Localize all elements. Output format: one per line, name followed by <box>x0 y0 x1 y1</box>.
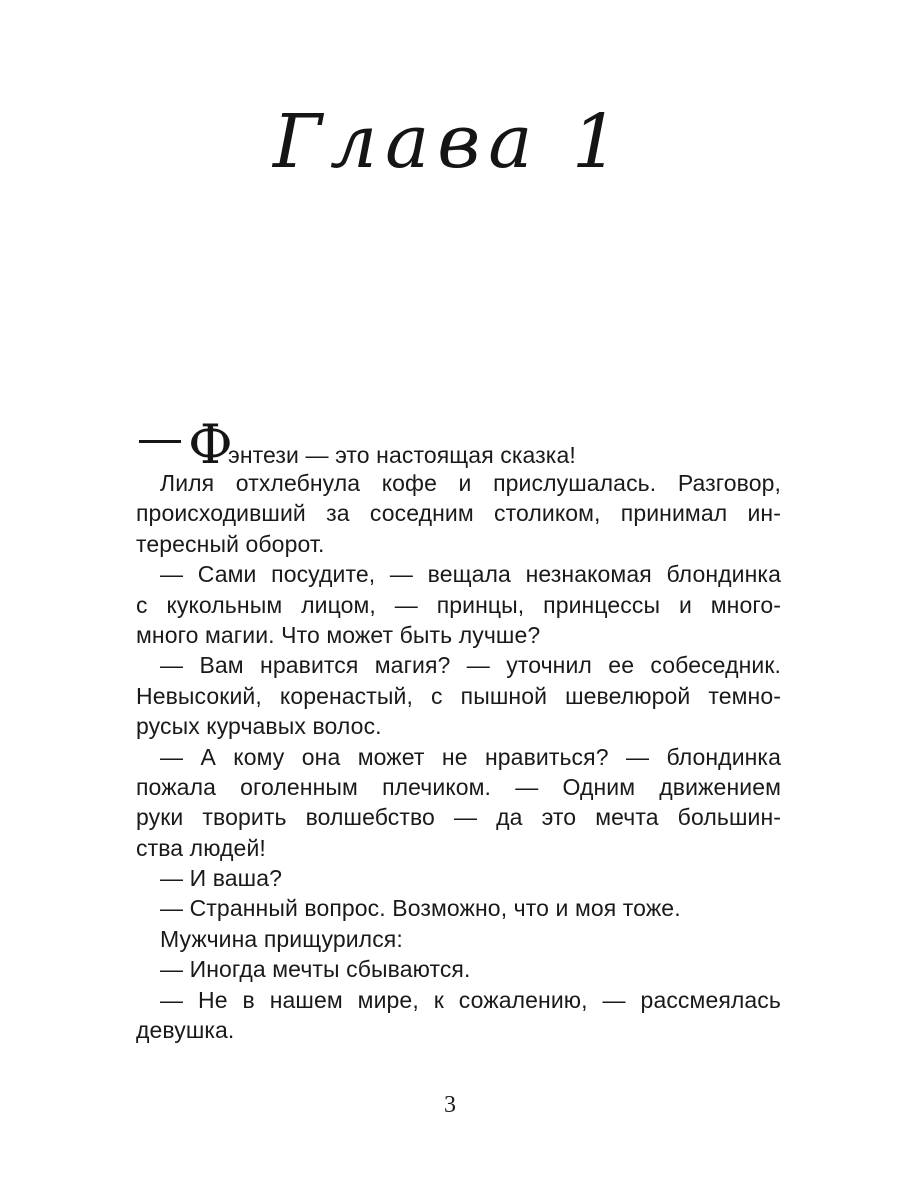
text-line: — Не в нашем мире, к сожалению, — рассмеялась <box>160 986 781 1013</box>
text-line: — А кому она может не нравиться? — блондинка <box>160 743 781 770</box>
text-line: Невысокий, коренастый, с пышной шевелюрой темно- <box>136 682 781 709</box>
text-line: — Иногда мечты сбываются. <box>160 956 471 983</box>
text-line: много магии. Что может быть лучше? <box>136 621 541 648</box>
chapter-text <box>136 413 781 1045</box>
text-line: ства людей! <box>136 834 266 861</box>
chapter-title: Глава 1 <box>272 99 628 185</box>
first-line-text: энтези — это настоящая сказка! <box>228 442 576 468</box>
drop-cap: Ф <box>188 413 233 476</box>
page-number: 3 <box>444 1092 456 1118</box>
text-line: Мужчина прищурился: <box>160 925 403 952</box>
text-line: с кукольным лицом, — принцы, принцессы и много- <box>136 591 781 618</box>
text-line: — Вам нравится магия? — уточнил ее собеседник. <box>160 652 781 679</box>
first-line <box>136 413 781 476</box>
text-line: — Сами посудите, — вещала незнакомая блондинка <box>160 561 781 588</box>
text-line: девушка. <box>136 1017 235 1044</box>
text-line: пожала оголенным плечиком. — Одним движением <box>136 773 781 800</box>
text-line: Лиля отхлебнула кофе и прислушалась. Разговор, <box>160 470 781 496</box>
text-line: — И ваша? <box>160 865 282 892</box>
text-line: — Странный вопрос. Возможно, что и моя тоже. <box>160 895 681 922</box>
text-line: тересный оборот. <box>136 530 325 557</box>
text-line: руки творить волшебство — да это мечта большин- <box>136 804 781 831</box>
opening-dash <box>139 440 181 443</box>
text-line: русых курчавых волос. <box>136 713 382 740</box>
text-line: происходивший за соседним столиком, принимал ин- <box>136 500 781 527</box>
